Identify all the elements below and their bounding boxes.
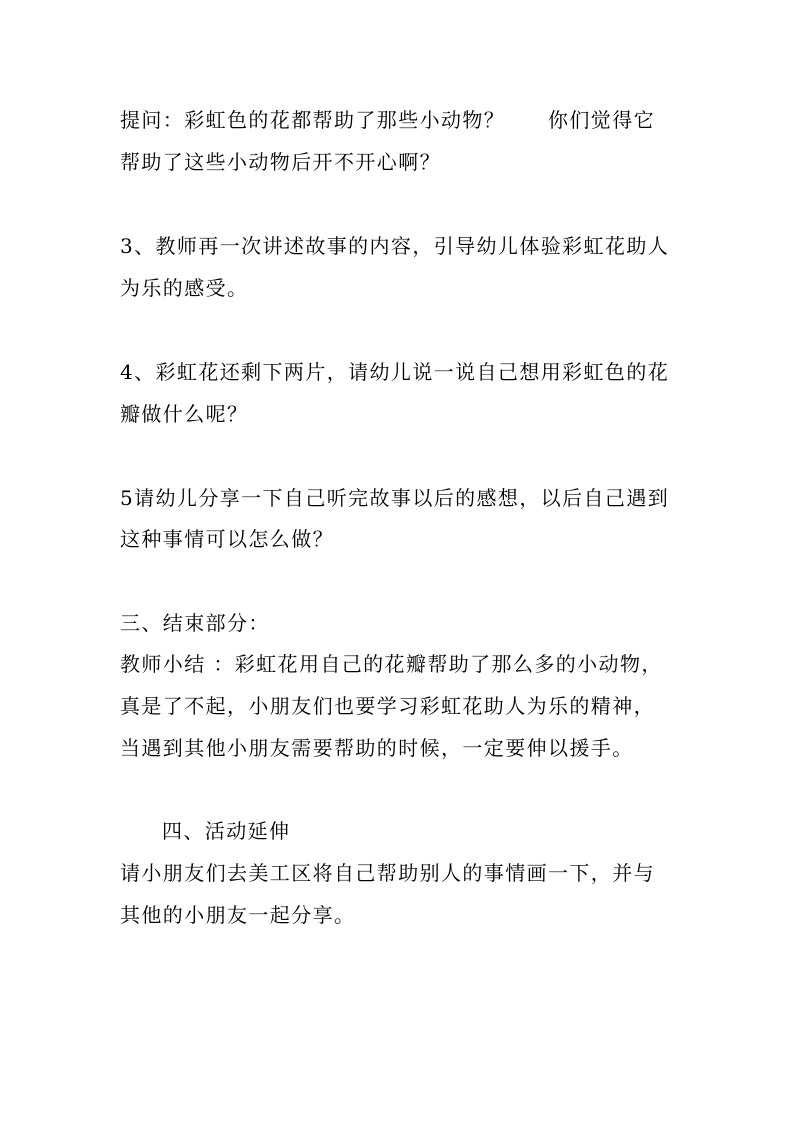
summary-line-3: 当遇到其他小朋友需要帮助的时候，一定要伸以援手。 — [120, 736, 634, 760]
section-3-heading: 三、结束部分： — [120, 611, 270, 635]
step-3-line-2: 为乐的感受。 — [120, 276, 249, 300]
step-4-line-1: 4、彩虹花还剩下两片，请幼儿说一说自己想用彩虹色的花 — [120, 360, 670, 384]
step-4-line-2: 瓣做什么呢？ — [120, 402, 249, 426]
step-5-line-2: 这种事情可以怎么做？ — [120, 527, 334, 551]
summary-line-2: 真是了不起，小朋友们也要学习彩虹花助人为乐的精神， — [120, 694, 655, 718]
summary-line-1: 教师小结 ：彩虹花用自己的花瓣帮助了那么多的小动物， — [120, 652, 663, 676]
step-3-line-1: 3、教师再一次讲述故事的内容，引导幼儿体验彩虹花助人 — [120, 234, 670, 258]
extension-line-1: 请小朋友们去美工区将自己帮助别人的事情画一下，并与 — [120, 861, 655, 885]
question-line-2: 帮助了这些小动物后开不开心啊？ — [120, 150, 441, 174]
extension-line-2: 其他的小朋友一起分享。 — [120, 903, 356, 927]
step-5-line-1: 5请幼儿分享一下自己听完故事以后的感想，以后自己遇到 — [120, 486, 670, 510]
question-line-1: 提问：彩虹色的花都帮助了那些小动物？ 你们觉得它 — [120, 108, 655, 132]
section-4-heading: 四、活动延伸 — [162, 819, 291, 843]
